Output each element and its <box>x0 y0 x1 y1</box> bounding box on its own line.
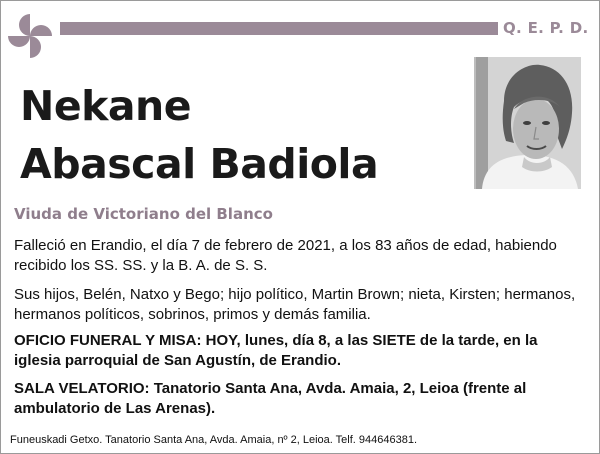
header-bar <box>60 22 498 35</box>
deceased-first-name: Nekane <box>20 82 192 130</box>
deceased-surnames: Abascal Badiola <box>20 140 379 188</box>
wake-room-paragraph: SALA VELATORIO: Tanatorio Santa Ana, Avda. Amaia, 2, Leioa (frente al ambulatorio de Las Arenas). <box>14 380 527 417</box>
lauburu-icon <box>4 10 56 62</box>
deceased-photo <box>474 57 581 189</box>
funeral-home-footer: Funeuskadi Getxo. Tanatorio Santa Ana, Avda. Amaia, nº 2, Leioa. Telf. 944646381. <box>10 434 418 446</box>
qepd-label: Q. E. P. D. <box>503 19 589 37</box>
death-notice-paragraph: Falleció en Erandio, el día 7 de febrero de 2021, a los 83 años de edad, habiendo recibido los SS. SS. y la B. A. de S. S. <box>14 237 557 274</box>
family-paragraph: Sus hijos, Belén, Natxo y Bego; hijo político, Martin Brown; nieta, Kirsten; hermanos, hermanos políticos, sobrinos, primos y demás familia. <box>14 286 576 323</box>
funeral-service-paragraph: OFICIO FUNERAL Y MISA: HOY, lunes, día 8, a las SIETE de la tarde, en la iglesia parroquial de San Agustín, de Erandio. <box>14 332 538 369</box>
widow-subtitle: Viuda de Victoriano del Blanco <box>14 205 273 223</box>
